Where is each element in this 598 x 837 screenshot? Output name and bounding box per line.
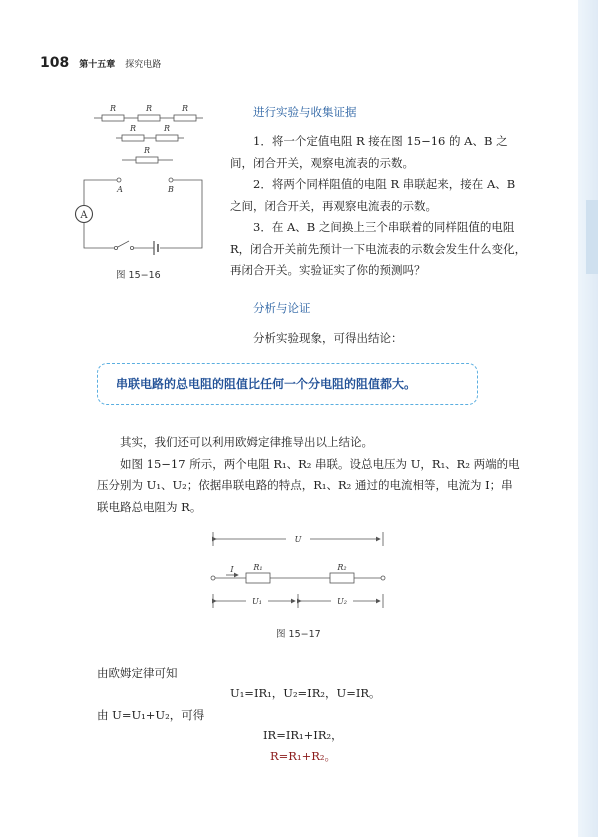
resistor-label: R <box>143 146 151 155</box>
paragraph-2: 如图 15−17 所示，两个电阻 R₁、R₂ 串联。设总电压为 U，R₁、R₂ 两端的电压分别为 U₁、U₂；依据串联电路的特点，R₁、R₂ 通过的电流相等，电流为 I；串联电路总电阻为 R。 <box>97 456 520 514</box>
page-edge-band <box>578 0 598 837</box>
figure-15-17-caption: 图 15−17 <box>276 629 321 640</box>
experiment-steps <box>230 131 528 282</box>
analysis-heading: 分析与论证 <box>253 301 311 315</box>
u1-label: U₁ <box>252 597 262 606</box>
figure-15-17 <box>200 528 400 618</box>
resistor-label: R <box>109 104 117 113</box>
conclusion-text: 串联电路的总电阻的阻值比任何一个分电阻的阻值都大。 <box>116 377 417 391</box>
resistor-label: R <box>145 104 153 113</box>
resistor-label: R <box>163 124 171 133</box>
page-header <box>40 55 161 73</box>
paragraph-derivation <box>97 432 522 518</box>
experiment-heading: 进行实验与收集证据 <box>253 105 357 119</box>
step-2: 2．将两个同样阻值的电阻 R 串联起来，接在 A、B 之间，闭合开关，再观察电流表的示数。 <box>230 177 516 213</box>
r1-label: R₁ <box>253 563 263 572</box>
terminal-a-label: A <box>117 185 123 194</box>
ammeter-label: A <box>80 210 88 221</box>
r2-label: R₂ <box>337 563 347 572</box>
page-edge-tab <box>586 200 598 274</box>
resistor-label: R <box>181 104 189 113</box>
terminal-b-label: B <box>168 185 174 194</box>
current-label: I <box>230 565 234 574</box>
step-3: 3．在 A、B 之间换上三个串联着的同样阻值的电阻 R，闭合开关前先预计一下电流表的示数会发生什么变化，再闭合开关。实验证实了你的预测吗？ <box>230 220 527 277</box>
figure-15-16-caption: 图 15−16 <box>116 270 161 281</box>
equation-3: R=R₁+R₂。 <box>270 749 336 763</box>
equation-1: U₁=IR₁，U₂=IR₂，U=IR。 <box>230 686 381 700</box>
ohm-intro: 由欧姆定律可知 <box>97 666 178 680</box>
total-voltage-label: U <box>294 535 302 544</box>
step-1: 1．将一个定值电阻 R 接在图 15−16 的 A、B 之间，闭合开关，观察电流表的示数。 <box>230 134 508 170</box>
resistor-label: R <box>129 124 137 133</box>
equation-2: IR=IR₁+IR₂， <box>263 728 343 742</box>
chapter-label: 第十五章 <box>79 60 116 70</box>
figure-15-16 <box>70 98 210 268</box>
analysis-intro: 分析实验现象，可得出结论： <box>253 331 403 345</box>
paragraph-1: 其实，我们还可以利用欧姆定律推导出以上结论。 <box>120 435 373 449</box>
conclusion-box <box>97 363 478 405</box>
section-label: 探究电路 <box>125 60 162 70</box>
page-number: 108 <box>40 55 70 71</box>
from-label: 由 U=U₁+U₂，可得 <box>97 708 205 722</box>
u2-label: U₂ <box>337 597 347 606</box>
